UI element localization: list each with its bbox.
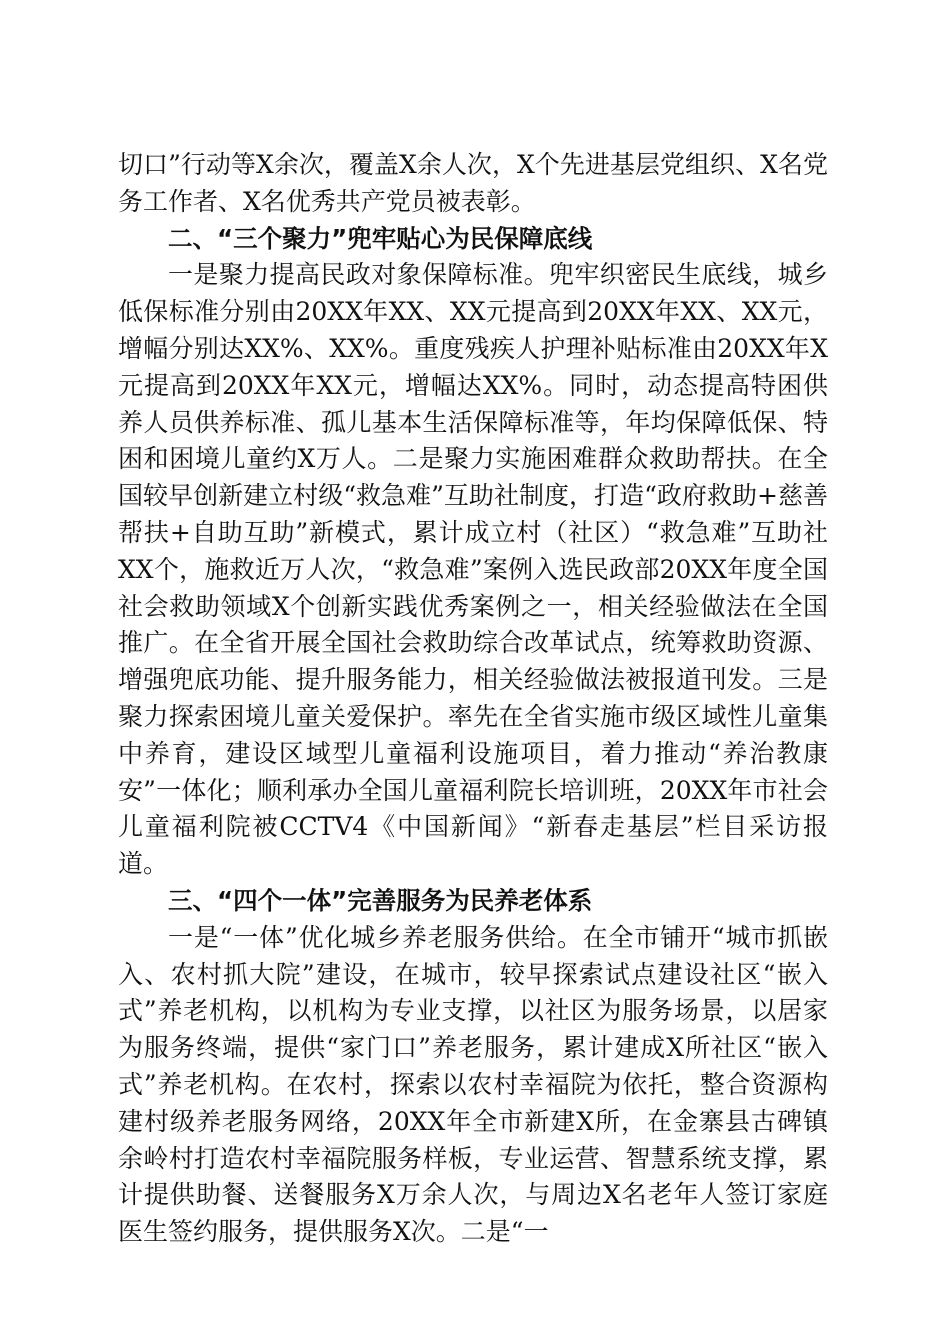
section-heading-two: 二、“三个聚力”兜牢贴心为民保障底线 xyxy=(168,223,593,253)
paragraph-section-three: 一是“一体”优化城乡养老服务供给。在全市铺开“城市抓嵌入、农村抓大院”建设，在城市，较早探索试点建设社区“嵌入式”养老机构，以机构为专业支撑，以社区为服务场景，以居家为服务终端，提供“家门口”养老服务，累计建成X所社区“嵌入式”养老机构。在农村，探索以农村幸福院为依托，整合资源构建村级养老服务网络，20XX年全市新建X所，在金寨县古碑镇余岭村打造农村幸福院服务样板，专业运营、智慧系统支撑，累计提供助餐、送餐服务X万余人次，与周边X名老年人签订家庭医生签约服务，提供服务X次。二是“一 xyxy=(118,922,828,1247)
paragraph-continuation: 切口”行动等X余次，覆盖X余人次，X个先进基层党组织、X名党务工作者、X名优秀共产党员被表彰。 xyxy=(118,150,828,216)
document-body xyxy=(118,147,828,1251)
paragraph-section-two: 一是聚力提高民政对象保障标准。兜牢织密民生底线，城乡低保标准分别由20XX年XX、XX元提高到20XX年XX、XX元，增幅分别达XX%、XX%。重度残疾人护理补贴标准由20XX年X元提高到20XX年XX元，增幅达XX%。同时，动态提高特困供养人员供养标准、孤儿基本生活保障标准等，年均保障低保、特困和困境儿童约X万人。二是聚力实施困难群众救助帮扶。在全国较早创新建立村级“救急难”互助社制度，打造“政府救助+慈善帮扶+自助互助”新模式，累计成立村（社区）“救急难”互助社XX个，施救近万人次，“救急难”案例入选民政部20XX年度全国社会救助领域X个创新实践优秀案例之一，相关经验做法在全国推广。在全省开展全国社会救助综合改革试点，统筹救助资源、增强兜底功能、提升服务能力，相关经验做法被报道刊发。三是聚力探索困境儿童关爱保护。率先在全省实施市级区域性儿童集中养育，建设区域型儿童福利设施项目，着力推动“养治教康安”一体化；顺利承办全国儿童福利院长培训班，20XX年市社会儿童福利院被CCTV4《中国新闻》“新春走基层”栏目采访报道。 xyxy=(118,260,828,879)
section-heading-three: 三、“四个一体”完善服务为民养老体系 xyxy=(168,885,593,915)
